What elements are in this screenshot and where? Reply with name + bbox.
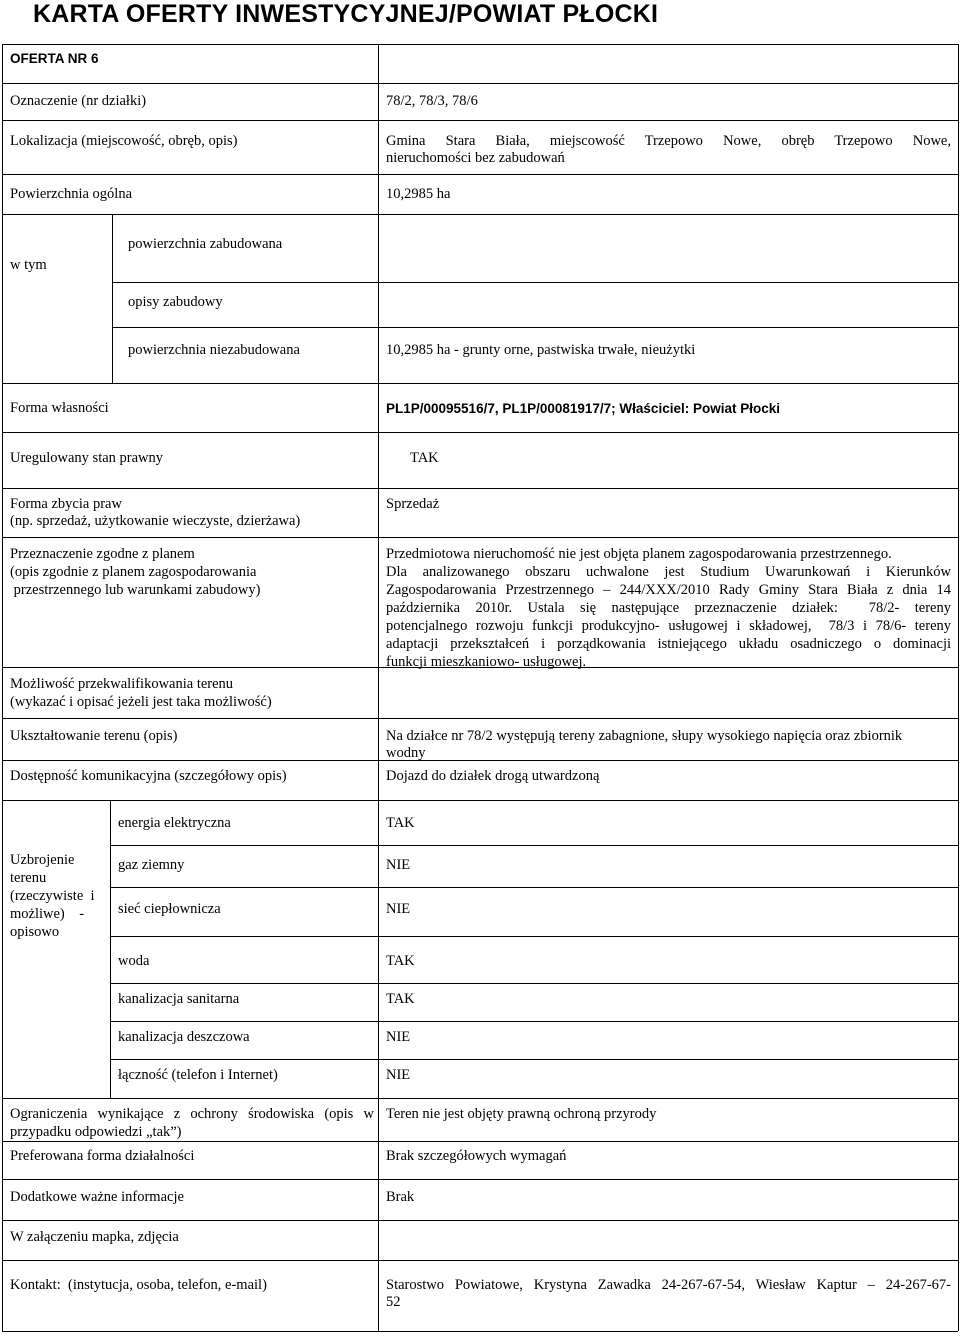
preferred-label: Preferowana forma działalności <box>10 1148 195 1164</box>
environment-label-line1: Ograniczenia wynikające z ochrony środowiska (opis w <box>10 1106 374 1122</box>
environment-label-line2: przypadku odpowiedzi „tak”) <box>10 1124 182 1140</box>
environment-value: Teren nie jest objęty prawną ochroną przyrody <box>386 1106 657 1122</box>
purpose-label-line1: Przeznaczenie zgodne z planem <box>10 546 195 562</box>
location-label: Lokalizacja (miejscowość, obręb, opis) <box>10 133 238 149</box>
purpose-value-line: adaptacji przekształceń i porządkowania istniejącego układu osadniczego o dominacji <box>386 636 951 652</box>
disposal-label-line1: Forma zbycia praw <box>10 496 122 512</box>
requalification-label-line2: (wykazać i opisać jeżeli jest taka możliwość) <box>10 694 272 710</box>
purpose-value-line: Przedmiotowa nieruchomość nie jest objęta planem zagospodarowania przestrzennego. <box>386 546 892 562</box>
utility-value: NIE <box>386 1067 411 1083</box>
utility-value: NIE <box>386 1029 411 1045</box>
additional-value: Brak <box>386 1189 415 1205</box>
utilities-label-line: możliwe) - <box>10 906 85 922</box>
terrain-value-line1: Na działce nr 78/2 występują tereny zabagnione, słupy wysokiego napięcia oraz zbiornik <box>386 728 903 744</box>
utilities-label-line: terenu <box>10 870 47 886</box>
purpose-value-line: funkcji mieszkaniowo- usługowej. <box>386 654 587 670</box>
utility-label: sieć ciepłownicza <box>118 901 221 917</box>
area-total-label: Powierzchnia ogólna <box>10 186 133 202</box>
unbuilt-area-label: powierzchnia niezabudowana <box>128 342 300 358</box>
utility-value: NIE <box>386 901 411 917</box>
location-value-line2: nieruchomości bez zabudowań <box>386 150 565 166</box>
location-value-line1: Gmina Stara Biała, miejscowość Trzepowo Nowe, obręb Trzepowo Nowe, <box>386 133 951 149</box>
disposal-label-line2: (np. sprzedaż, użytkowanie wieczyste, dzierżawa) <box>10 513 301 529</box>
utilities-label-line: (rzeczywiste i <box>10 888 95 904</box>
contact-value-line1: Starostwo Powiatowe, Krystyna Zawadka 24-267-67-54, Wiesław Kaptur – 24-267-67- <box>386 1277 951 1293</box>
utility-label: woda <box>118 953 150 969</box>
utility-value: TAK <box>386 991 415 1007</box>
legal-status-value: TAK <box>410 450 439 466</box>
utility-label: łączność (telefon i Internet) <box>118 1067 278 1083</box>
built-area-label: powierzchnia zabudowana <box>128 236 283 252</box>
contact-label: Kontakt: (instytucja, osoba, telefon, e-mail) <box>10 1277 267 1293</box>
including-label: w tym <box>10 257 47 273</box>
purpose-value-line: potencjalnego rozwoju funkcji produkcyjno- usługowej i składowej, 78/3 i 78/6- tereny <box>386 618 951 634</box>
ownership-value: PL1P/00095516/7, PL1P/00081917/7; Właściciel: Powiat Płocki <box>386 401 780 416</box>
utility-label: gaz ziemny <box>118 857 185 873</box>
terrain-value-line2: wodny <box>386 745 426 761</box>
utilities-label-line: opisowo <box>10 924 60 940</box>
utility-value: TAK <box>386 815 415 831</box>
utility-value: TAK <box>386 953 415 969</box>
purpose-value-line: Dla analizowanego obszaru uchwalone jest Studium Uwarunkowań i Kierunków <box>386 564 951 580</box>
purpose-value-line: Zagospodarowania Przestrzennego – 244/XXX/2010 Rady Gminy Stara Biała z dnia 14 <box>386 582 951 598</box>
purpose-label-line3: przestrzennego lub warunkami zabudowy) <box>10 582 261 598</box>
area-total-value: 10,2985 ha <box>386 186 451 202</box>
legal-status-label: Uregulowany stan prawny <box>10 450 164 466</box>
requalification-label-line1: Możliwość przekwalifikowania terenu <box>10 676 234 692</box>
utility-label: energia elektryczna <box>118 815 231 831</box>
attachments-label: W załączeniu mapka, zdjęcia <box>10 1229 179 1245</box>
contact-value-line2: 52 <box>386 1294 401 1310</box>
utility-label: kanalizacja deszczowa <box>118 1029 250 1045</box>
unbuilt-area-value: 10,2985 ha - grunty orne, pastwiska trwałe, nieużytki <box>386 342 696 358</box>
purpose-label-line2: (opis zgodnie z planem zagospodarowania <box>10 564 257 580</box>
ownership-label: Forma własności <box>10 400 109 416</box>
utility-value: NIE <box>386 857 411 873</box>
parcel-label: Oznaczenie (nr działki) <box>10 93 147 109</box>
offer-number: OFERTA NR 6 <box>10 51 99 66</box>
utilities-label-line: Uzbrojenie <box>10 852 75 868</box>
access-label: Dostępność komunikacyjna (szczegółowy opis) <box>10 768 287 784</box>
disposal-value: Sprzedaż <box>386 496 440 512</box>
additional-label: Dodatkowe ważne informacje <box>10 1189 184 1205</box>
utility-label: kanalizacja sanitarna <box>118 991 240 1007</box>
buildings-label: opisy zabudowy <box>128 294 223 310</box>
access-value: Dojazd do działek drogą utwardzoną <box>386 768 600 784</box>
document-title: KARTA OFERTY INWESTYCYJNEJ/POWIAT PŁOCKI <box>33 0 659 28</box>
purpose-value-line: października 2010r. Ustala się następujące przeznaczenie działek: 78/2- tereny <box>386 600 951 616</box>
parcel-value: 78/2, 78/3, 78/6 <box>386 93 478 109</box>
terrain-label: Ukształtowanie terenu (opis) <box>10 728 178 744</box>
preferred-value: Brak szczegółowych wymagań <box>386 1148 567 1164</box>
